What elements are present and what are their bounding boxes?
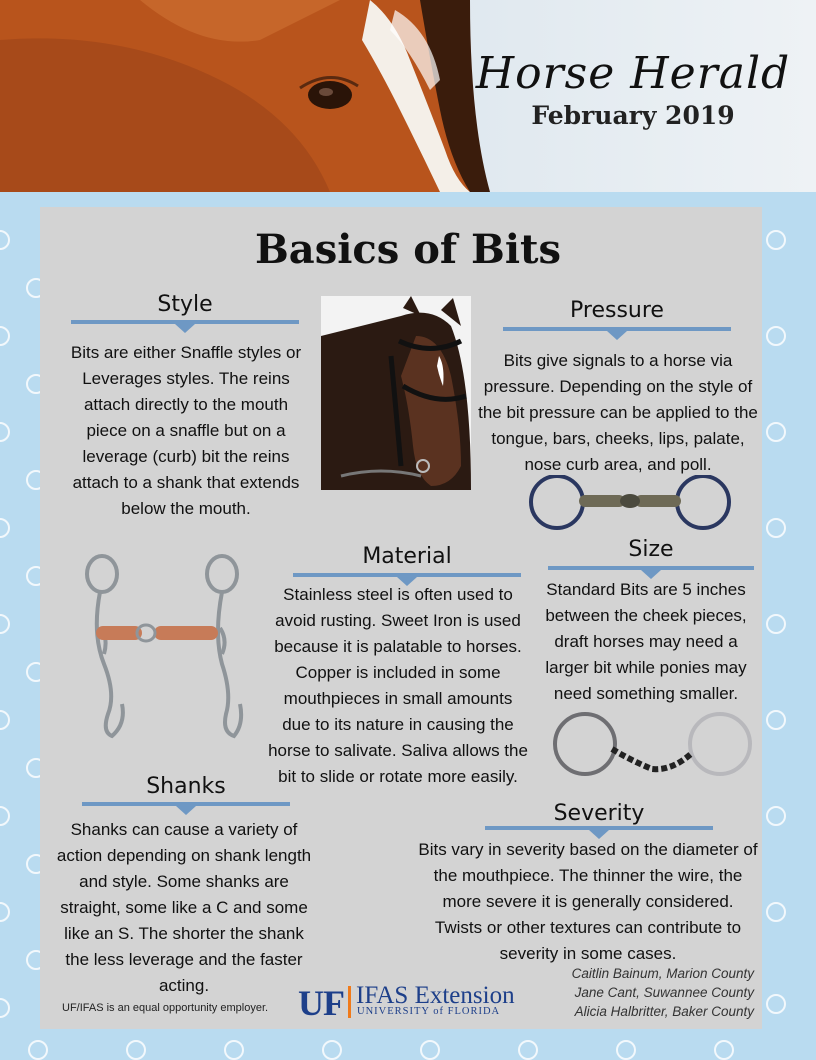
main-title: Basics of Bits <box>254 226 562 273</box>
pressure-divider <box>503 327 731 331</box>
dot <box>766 902 786 922</box>
dot <box>766 994 786 1014</box>
bridled-horse-photo <box>321 296 471 490</box>
header-banner <box>0 0 816 192</box>
size-heading: Size <box>628 537 674 562</box>
dot <box>0 710 10 730</box>
style-divider <box>71 320 299 324</box>
dot <box>766 326 786 346</box>
dot <box>0 806 10 826</box>
logo-uf: UF <box>298 983 344 1023</box>
dot <box>518 1040 538 1060</box>
style-heading: Style <box>157 292 213 317</box>
author-credits <box>520 964 754 1021</box>
material-divider <box>293 573 521 577</box>
severity-heading: Severity <box>553 801 645 826</box>
logo-university: UNIVERSITY of FLORIDA <box>357 1006 501 1017</box>
dot <box>0 902 10 922</box>
newsletter-title: Horse Herald <box>475 48 791 99</box>
curb-bit-image <box>82 554 248 740</box>
dot <box>0 614 10 634</box>
dot <box>766 806 786 826</box>
dot <box>766 518 786 538</box>
dot <box>766 422 786 442</box>
dot <box>0 422 10 442</box>
logo-divider <box>348 986 351 1018</box>
material-text: Stainless steel is often used to avoid rusting. Sweet Iron is used because it is palatable to horses. Copper is included in some mouthpieces in small amounts due to its nature in causing the horse to salivate. Saliva allows the bit to slide or rotate more easily. <box>268 585 528 786</box>
credit-line: Alicia Halbritter, Baker County <box>574 1004 754 1019</box>
dot <box>28 1040 48 1060</box>
dot <box>616 1040 636 1060</box>
credit-line: Jane Cant, Suwannee County <box>574 985 754 1000</box>
dot <box>420 1040 440 1060</box>
masthead <box>468 48 798 130</box>
severity-divider <box>485 826 713 830</box>
dot <box>0 518 10 538</box>
shanks-divider <box>82 802 290 806</box>
dot <box>766 614 786 634</box>
snaffle-bit-image <box>527 475 733 530</box>
credit-line: Caitlin Bainum, Marion County <box>571 966 754 981</box>
size-divider <box>548 566 754 570</box>
severity-text: Bits vary in severity based on the diameter of the mouthpiece. The thinner the wire, the more severe it is generally considered. Twists or other textures can contribute to severity in some cases. <box>418 840 758 963</box>
size-text: Standard Bits are 5 inches between the cheek pieces, draft horses may need a larger bit while ponies may need something smaller. <box>545 580 747 703</box>
dot <box>322 1040 342 1060</box>
dot <box>224 1040 244 1060</box>
shanks-text: Shanks can cause a variety of action depending on shank length and style. Some shanks are straight, some like a C and some like an S. The shorter the shank the less leverage and the faster acting. <box>56 820 312 995</box>
pressure-text: Bits give signals to a horse via pressure. Depending on the style of the bit pressure can be applied to the tongue, bars, cheeks, lips, palate, nose curb area, and poll. <box>478 351 758 474</box>
ifas-extension-logo <box>298 982 538 1023</box>
dot <box>766 710 786 730</box>
dot <box>714 1040 734 1060</box>
logo-ifas-extension: IFAS Extension <box>356 982 515 1009</box>
pressure-heading: Pressure <box>570 298 664 323</box>
shanks-heading: Shanks <box>146 774 226 799</box>
dot <box>0 998 10 1018</box>
twisted-wire-bit-image <box>552 711 754 781</box>
style-text: Bits are either Snaffle styles or Leverages styles. The reins attach directly to the mouth piece on a snaffle but on a leverage (curb) bit the reins attach to a shank that extends below the mouth. <box>70 343 302 518</box>
dot <box>126 1040 146 1060</box>
issue-date: February 2019 <box>531 101 735 130</box>
material-heading: Material <box>362 544 452 569</box>
equal-opportunity-statement: UF/IFAS is an equal opportunity employer. <box>62 1002 269 1014</box>
dot <box>0 326 10 346</box>
